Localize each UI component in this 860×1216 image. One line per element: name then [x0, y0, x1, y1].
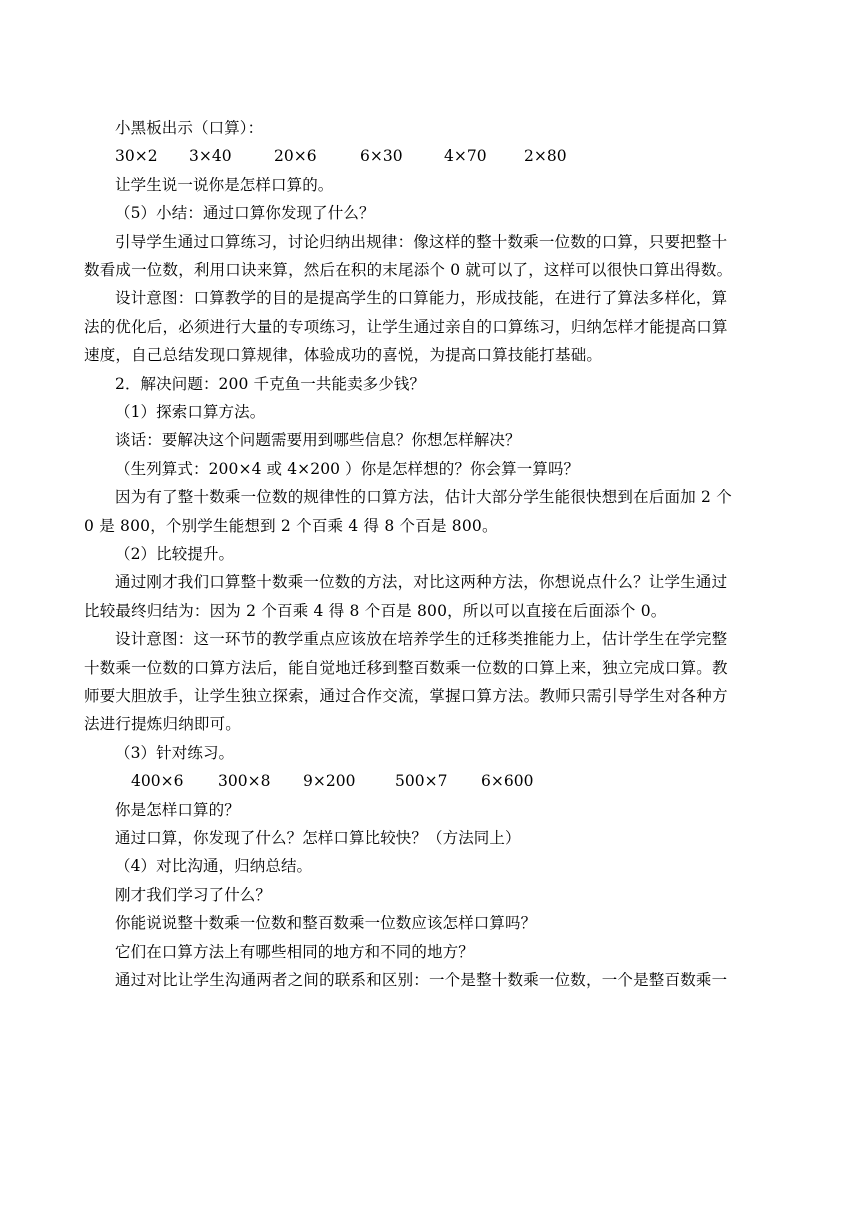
paragraph-line: 0 是 800，个别学生能想到 2 个百乘 4 得 8 个百是 800。 [84, 516, 498, 535]
text-line: （生列算式：200×4 或 4×200 ）你是怎样想的？你会算一算吗？ [115, 459, 580, 478]
text-line: （4）对比沟通，归纳总结。 [115, 857, 313, 876]
paragraph-line: 通过刚才我们口算整十数乘一位数的方法，对比这两种方法，你想说点什么？让学生通过 [115, 573, 728, 592]
equation: 6×30 [360, 147, 403, 166]
equation: 3×40 [189, 147, 232, 166]
paragraph-estimate [84, 483, 788, 540]
paragraph-line: 师要大胆放手，让学生独立探索，通过合作交流，掌握口算方法。教师只需引导学生对各种方 [84, 686, 728, 705]
equation: 2×80 [524, 147, 567, 166]
equation: 30×2 [115, 147, 158, 166]
equation: 500×7 [395, 772, 448, 791]
equation: 9×200 [303, 772, 356, 791]
paragraph-line: 十数乘一位数的口算方法后，能自觉地迁移到整百数乘一位数的口算上来，独立完成口算。教 [84, 658, 728, 677]
text-line: （5）小结：通过口算你发现了什么？ [115, 204, 375, 223]
text-line: 小黑板出示（口算）： [115, 119, 264, 137]
equation-row-2 [84, 767, 788, 795]
section-heading: 2．解决问题：200 千克鱼一共能卖多少钱？ [115, 374, 426, 393]
text-line: （3）针对练习。 [115, 743, 235, 762]
paragraph-line: 设计意图：口算教学的目的是提高学生的口算能力，形成技能，在进行了算法多样化，算 [115, 289, 728, 308]
document-body [84, 114, 788, 994]
text-line: 你能说说整十数乘一位数和整百数乘一位数应该怎样口算吗？ [115, 914, 537, 933]
equation: 300×8 [218, 772, 271, 791]
text-line: 让学生说一说你是怎样口算的。 [115, 175, 334, 194]
equation: 4×70 [444, 147, 487, 166]
text-line: 你是怎样口算的？ [115, 800, 240, 819]
paragraph-line: 设计意图：这一环节的教学重点应该放在培养学生的迁移类推能力上，估计学生在学完整 [115, 630, 728, 649]
text-line: 谈话：要解决这个问题需要用到哪些信息？你想怎样解决？ [115, 431, 521, 450]
text-line: 它们在口算方法上有哪些相同的地方和不同的地方？ [115, 942, 474, 961]
equation: 400×6 [131, 772, 184, 791]
paragraph-line: 法进行提炼归纳即可。 [84, 715, 242, 734]
paragraph-design-intent-2 [84, 625, 788, 739]
paragraph-line: 法的优化后，必须进行大量的专项练习，让学生通过亲自的口算练习，归纳怎样才能提高口算 [84, 317, 728, 336]
paragraph-last [84, 966, 788, 994]
paragraph-line: 比较最终归结为：因为 2 个百乘 4 得 8 个百是 800，所以可以直接在后面添个 0。 [84, 601, 667, 620]
text-line: 刚才我们学习了什么？ [115, 885, 272, 904]
text-line: 通过口算，你发现了什么？怎样口算比较快？（方法同上） [115, 828, 521, 847]
paragraph-compare [84, 568, 788, 625]
paragraph-line: 速度，自己总结发现口算规律，体验成功的喜悦，为提高口算技能打基础。 [84, 346, 603, 365]
equation: 20×6 [274, 147, 317, 166]
paragraph-line: 通过对比让学生沟通两者之间的联系和区别：一个是整十数乘一位数，一个是整百数乘一 [115, 970, 728, 989]
text-line: （1）探索口算方法。 [115, 402, 266, 421]
paragraph-line: 因为有了整十数乘一位数的规律性的口算方法，估计大部分学生能很快想到在后面加 2 个 [115, 488, 732, 507]
equation-row-1 [84, 142, 788, 170]
paragraph-line: 数看成一位数，利用口诀来算，然后在积的末尾添个 0 就可以了，这样可以很快口算出得数。 [84, 260, 733, 279]
paragraph-line: 引导学生通过口算练习，讨论归纳出规律：像这样的整十数乘一位数的口算，只要把整十 [115, 232, 728, 251]
equation: 6×600 [481, 772, 534, 791]
paragraph-pattern [84, 228, 788, 285]
text-line: （2）比较提升。 [115, 544, 235, 563]
paragraph-design-intent-1 [84, 284, 788, 369]
